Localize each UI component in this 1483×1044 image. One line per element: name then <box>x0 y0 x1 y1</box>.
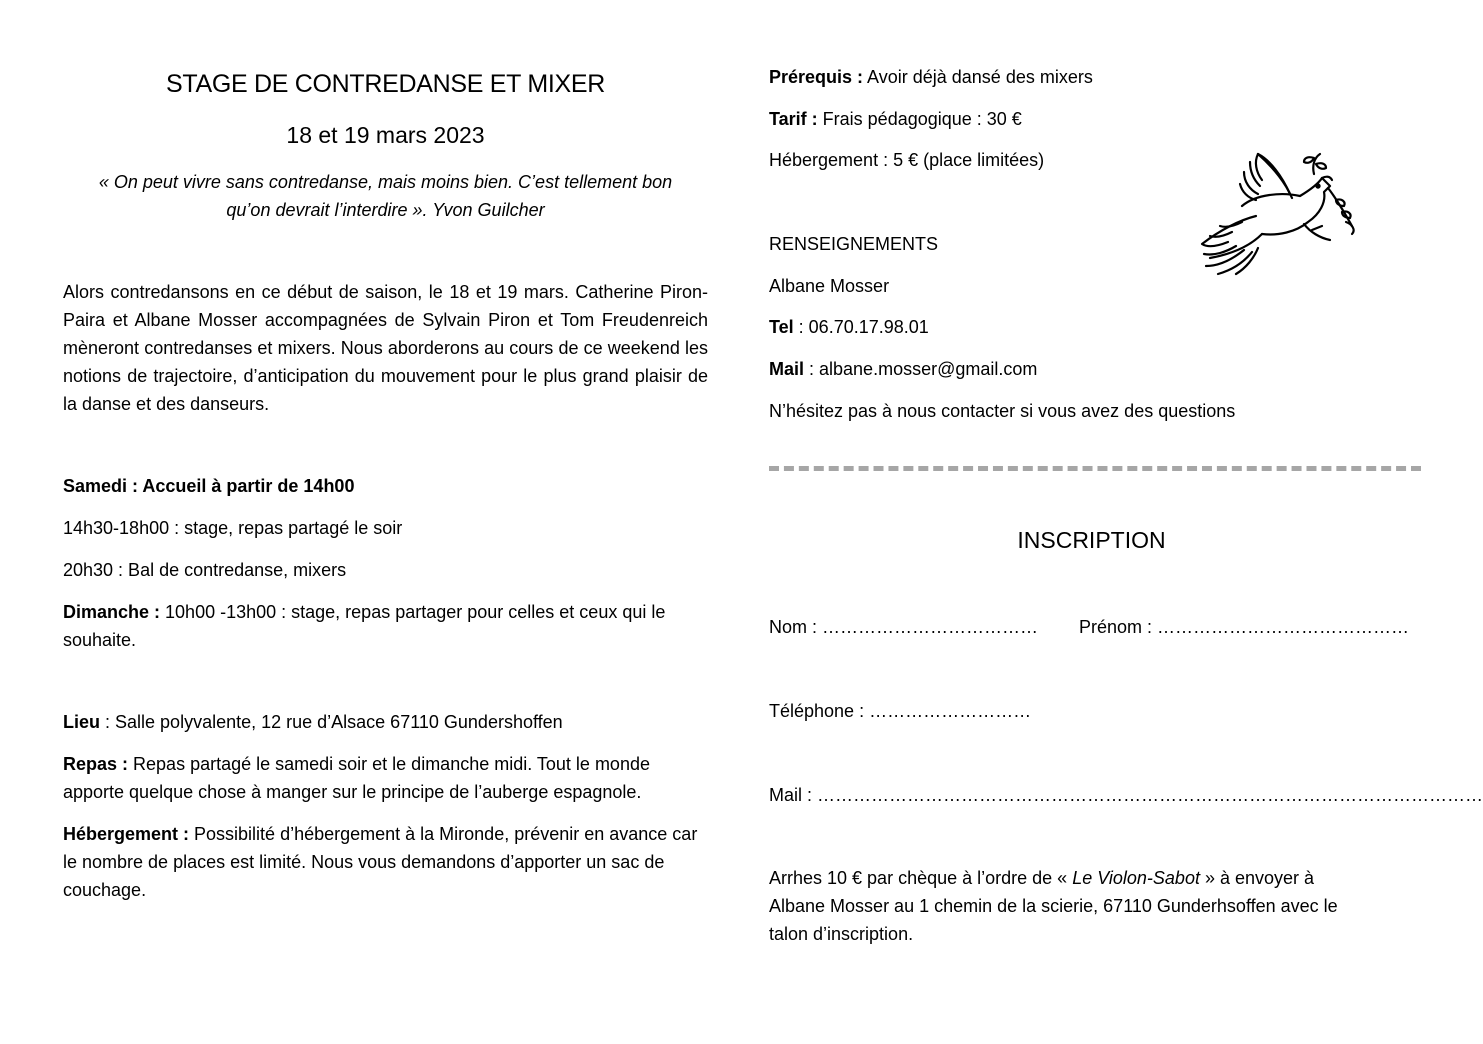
prerequis-text: Avoir déjà dansé des mixers <box>863 67 1093 87</box>
dimanche-label: Dimanche : <box>63 602 161 622</box>
telephone-field[interactable]: Téléphone : ……………………… <box>769 701 1032 721</box>
prenom-field[interactable]: Prénom : …………………………………… <box>1079 617 1410 637</box>
prerequis-label: Prérequis : <box>769 67 864 87</box>
lieu-line <box>63 708 563 736</box>
cut-line-divider <box>769 466 1421 471</box>
tel-text: : 06.70.17.98.01 <box>793 317 929 337</box>
intro-paragraph: Alors contredansons en ce début de saison, le 18 et 19 mars. Catherine Piron-Paira et Albane Mosser accompagnées de Sylvain Piron et Tom Freudenreich mèneront contredanses et mixers. Nous aborderons au cours de ce weekend les notions de trajectoire, d’anticipation du mouvement pour le plus grand plaisir de la danse et des danseurs. <box>63 282 708 414</box>
hebergement-text: Possibilité d’hébergement à la Mironde, prévenir en avance car le nombre de places est limité. Nous vous demandons d’apporter un sac de couchage. <box>63 824 698 900</box>
dimanche-paragraph <box>63 598 703 654</box>
arrhes-post: » à envoyer à Albane Mosser au 1 chemin de la scierie, 67110 Gunderhsoffen avec le talon d’inscription. <box>769 868 1338 944</box>
dove-icon <box>1196 150 1364 276</box>
arrhes-name: Le Violon-Sabot <box>1072 868 1200 888</box>
renseignements-heading: RENSEIGNEMENTS <box>769 234 939 254</box>
quote-line-1: « On peut vivre sans contredanse, mais moins bien. C’est tellement bon <box>98 172 673 192</box>
hebergement-price-line: Hébergement : 5 € (place limitées) <box>769 150 1045 170</box>
event-date: 18 et 19 mars 2023 <box>286 122 485 148</box>
quote <box>83 168 688 224</box>
lieu-label: Lieu <box>63 712 101 732</box>
repas-text: Repas partagé le samedi soir et le dimanche midi. Tout le monde apporte quelque chose à manger sur le principe de l’auberge espagnole. <box>63 754 650 802</box>
samedi-line-1: 14h30-18h00 : stage, repas partagé le soir <box>63 518 403 538</box>
tarif-text: Frais pédagogique : 30 € <box>817 109 1022 129</box>
arrhes-pre: Arrhes 10 € par chèque à l’ordre de « <box>769 868 1073 888</box>
contact-name: Albane Mosser <box>769 276 890 296</box>
quote-line-2: qu’on devrait l’interdire ». Yvon Guilcher <box>226 200 545 220</box>
tarif-line <box>769 105 1022 133</box>
inscription-title: INSCRIPTION <box>1017 527 1166 553</box>
prerequis-line <box>769 63 1093 91</box>
nom-field[interactable]: Nom : ……………………………… <box>769 617 1039 637</box>
tel-line <box>769 313 929 341</box>
samedi-heading: Samedi : Accueil à partir de 14h00 <box>63 476 355 496</box>
dimanche-text: 10h00 -13h00 : stage, repas partager pour celles et ceux qui le souhaite. <box>63 602 666 650</box>
page-title: STAGE DE CONTREDANSE ET MIXER <box>165 70 606 98</box>
arrhes-paragraph <box>769 864 1374 948</box>
samedi-line-2: 20h30 : Bal de contredanse, mixers <box>63 560 347 580</box>
mail-label: Mail <box>769 359 805 379</box>
mail-text: : albane.mosser@gmail.com <box>804 359 1038 379</box>
lieu-text: : Salle polyvalente, 12 rue d’Alsace 67110 Gundershoffen <box>100 712 563 732</box>
hebergement-label: Hébergement : <box>63 824 190 844</box>
hebergement-paragraph <box>63 820 703 904</box>
repas-label: Repas : <box>63 754 129 774</box>
tel-label: Tel <box>769 317 794 337</box>
mail-field[interactable]: Mail : ………………………………………………………………………………………………… <box>769 785 1483 805</box>
repas-paragraph <box>63 750 703 806</box>
contact-note: N’hésitez pas à nous contacter si vous avez des questions <box>769 401 1236 421</box>
tarif-label: Tarif : <box>769 109 818 129</box>
mail-line <box>769 355 1037 383</box>
